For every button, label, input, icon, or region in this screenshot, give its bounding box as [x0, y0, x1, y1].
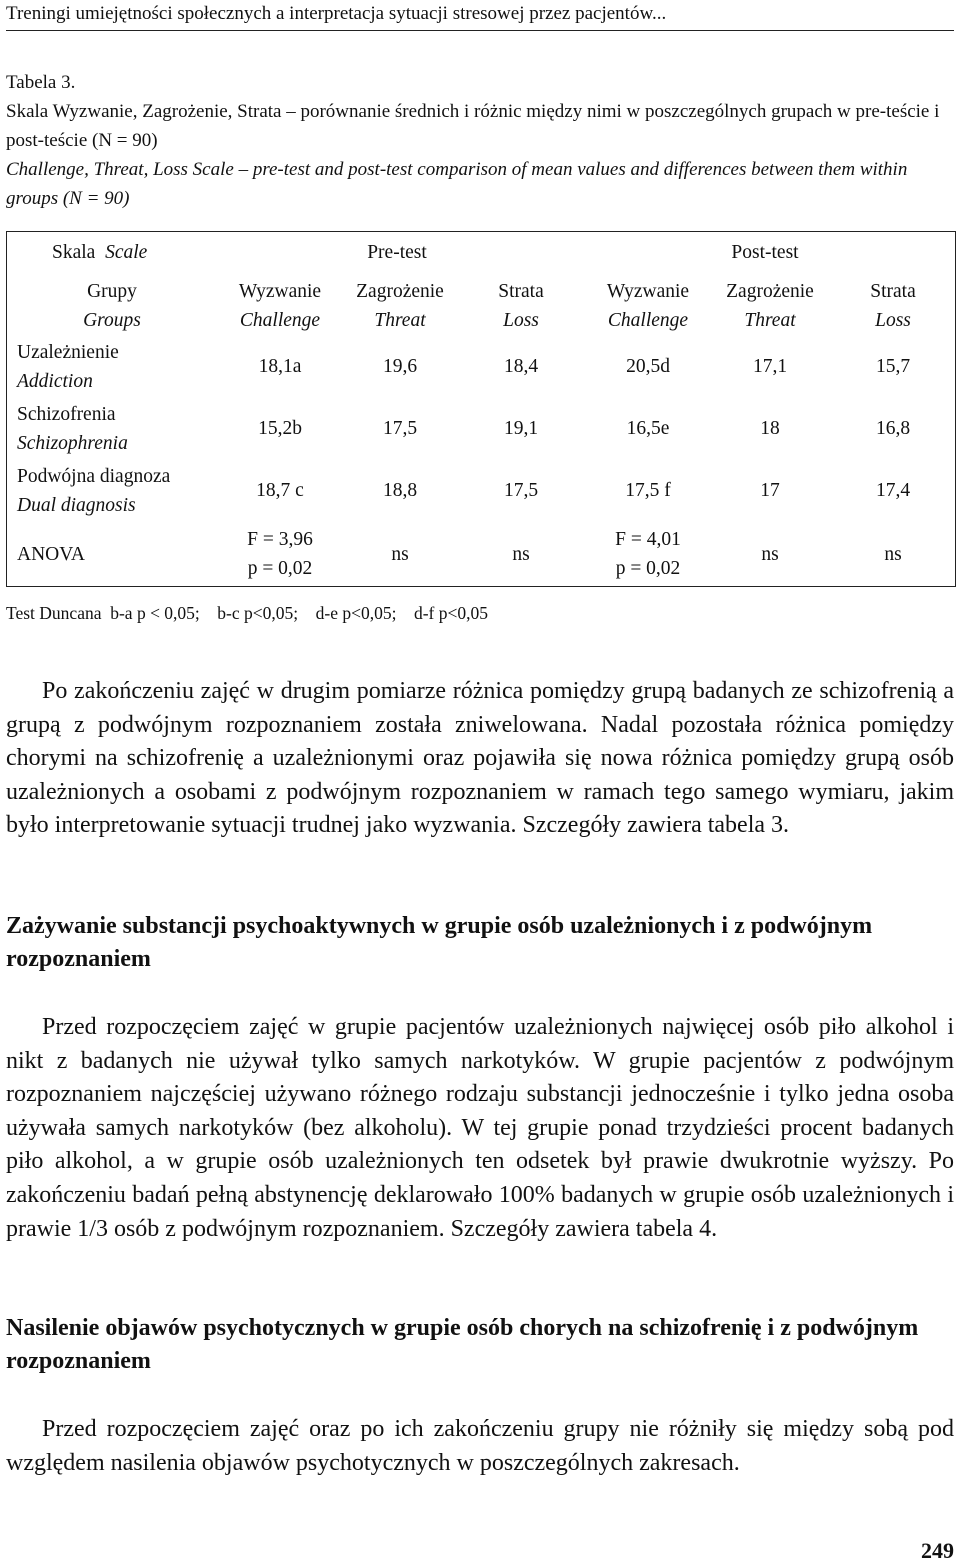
table-cell: ns [884, 544, 902, 565]
column-label-en: Threat [744, 310, 796, 331]
table-cell: 18,7 c [256, 480, 304, 501]
column-label-pl: Wyzwanie [238, 281, 322, 302]
anova-f-value: F = 3,96 [247, 529, 313, 550]
caption-label: Tabela 3. [6, 72, 76, 93]
column-label-pl: Strata [498, 281, 544, 302]
anova-post-challenge [586, 525, 710, 583]
pre-test-header: Pre-test [367, 242, 427, 263]
table-cell: 18,4 [503, 356, 539, 377]
anova-f-value: F = 4,01 [615, 529, 681, 550]
table-cell: 18,1a [258, 356, 302, 377]
page-number: 249 [921, 1538, 954, 1563]
anova-p-value: p = 0,02 [615, 558, 681, 579]
groups-label-en: Groups [83, 310, 141, 331]
table-cell: 16,8 [875, 418, 911, 439]
table-cell: 17,1 [752, 356, 788, 377]
column-label-pl: Strata [870, 281, 916, 302]
column-header [586, 277, 710, 335]
table-cell: ns [391, 544, 409, 565]
anova-label: ANOVA [17, 544, 85, 565]
table-cell: 19,1 [503, 418, 539, 439]
column-label-en: Threat [374, 310, 426, 331]
column-label-pl: Zagrożenie [356, 281, 444, 302]
table-cell: 17,4 [875, 480, 911, 501]
post-test-header: Post-test [731, 242, 799, 263]
data-table [6, 231, 956, 587]
table-cell: 17,5 [503, 480, 539, 501]
table-cell: ns [512, 544, 530, 565]
caption-title-en: Challenge, Threat, Loss Scale – pre-test and post-test comparison of mean values and differences between them within groups (N = 90) [6, 159, 908, 209]
paragraph: Po zakończeniu zajęć w drugim pomiarze różnica pomiędzy grupą badanych ze schizofrenią a grupą z podwójnym rozpoznaniem została zniwelowana. Nadal pozostała różnica pomiędzy chorymi na schizofrenię a uzależnionymi oraz pojawiła się nowa różnica pomiędzy grupą osób uzależnionych a osobami z podwójnym rozpoznaniem w ramach tego samego wymiaru, jakim było interpretowanie sytuacji trudnej jako wyzwania. Szczegóły zawiera tabela 3. [6, 678, 954, 839]
table-cell: 19,6 [382, 356, 418, 377]
table-cell: 16,5e [626, 418, 670, 439]
table-cell: 15,2b [258, 418, 302, 439]
column-header [705, 277, 835, 335]
table-caption [6, 68, 954, 213]
column-header [335, 277, 465, 335]
row-label-pl: Schizofrenia [17, 404, 116, 425]
row-label [17, 400, 128, 458]
row-label-en: Schizophrenia [17, 433, 128, 454]
table-cell: 17 [760, 480, 780, 501]
row-label [17, 462, 170, 520]
row-label-en: Addiction [17, 371, 93, 392]
row-label-en: Dual diagnosis [17, 495, 136, 516]
table-cell: 17,5 [382, 418, 418, 439]
column-label-en: Challenge [239, 310, 321, 331]
running-head: Treningi umiejętności społecznych a interpretacja sytuacji stresowej przez pacjentów... [6, 0, 954, 31]
column-label-pl: Zagrożenie [726, 281, 814, 302]
row-label [17, 338, 119, 396]
column-header [461, 277, 581, 335]
row-label-pl: Uzależnienie [17, 342, 119, 363]
column-label-pl: Wyzwanie [606, 281, 690, 302]
paragraph: Przed rozpoczęciem zajęć oraz po ich zakończeniu grupy nie różniły się między sobą pod względem nasilenia objawów psychotycznych w poszczególnych zakresach. [6, 1416, 954, 1476]
section-heading: Zażywanie substancji psychoaktywnych w grupie osób uzależnionych i z podwójnym rozpoznaniem [6, 913, 873, 972]
scale-header [52, 238, 147, 267]
column-label-en: Challenge [607, 310, 689, 331]
column-header [218, 277, 342, 335]
column-label-en: Loss [875, 310, 911, 331]
anova-pre-challenge [218, 525, 342, 583]
column-header [833, 277, 953, 335]
section-heading: Nasilenie objawów psychotycznych w grupie osób chorych na schizofrenię i z podwójnym rozpoznaniem [6, 1315, 919, 1374]
table-cell: 18 [760, 418, 780, 439]
table-cell: 18,8 [382, 480, 418, 501]
row-label-pl: Podwójna diagnoza [17, 466, 171, 487]
groups-header [17, 277, 207, 335]
scale-label-en: Scale [105, 242, 148, 263]
column-label-en: Loss [503, 310, 539, 331]
caption-title-pl: Skala Wyzwanie, Zagrożenie, Strata – porównanie średnich i różnic między nimi w poszczególnych grupach w pre-teście i post-teście (N = 90) [6, 101, 940, 151]
anova-p-value: p = 0,02 [247, 558, 313, 579]
table-cell: ns [761, 544, 779, 565]
scale-label-pl: Skala [52, 242, 96, 263]
table-cell: 15,7 [875, 356, 911, 377]
paragraph: Przed rozpoczęciem zajęć w grupie pacjentów uzależnionych najwięcej osób piło alkohol i nikt z badanych nie używał tylko samych narkotyków. W grupie pacjentów z podwójnym rozpoznaniem najczęściej używano różnego rodzaju substancji jednocześnie i tylko jedna osoba używała samych narkotyków (bez alkoholu). W tej grupie ponad trzydzieści procent badanych piło alkohol, a w grupie osób uzależnionych ten odsetek był prawie dwukrotnie wyższy. Po zakończeniu badań pełną abstynencję deklarowało 100% badanych w grupie osób uzależnionych i prawie 1/3 osób z podwójnym rozpoznaniem. Szczegóły zawiera tabela 4. [6, 1014, 954, 1242]
table-cell: 20,5d [626, 356, 670, 377]
groups-label-pl: Grupy [87, 281, 137, 302]
table-cell: 17,5 f [625, 480, 671, 501]
table-footnote: Test Duncana b-a p < 0,05; b-c p<0,05; d-e p<0,05; d-f p<0,05 [6, 603, 488, 623]
